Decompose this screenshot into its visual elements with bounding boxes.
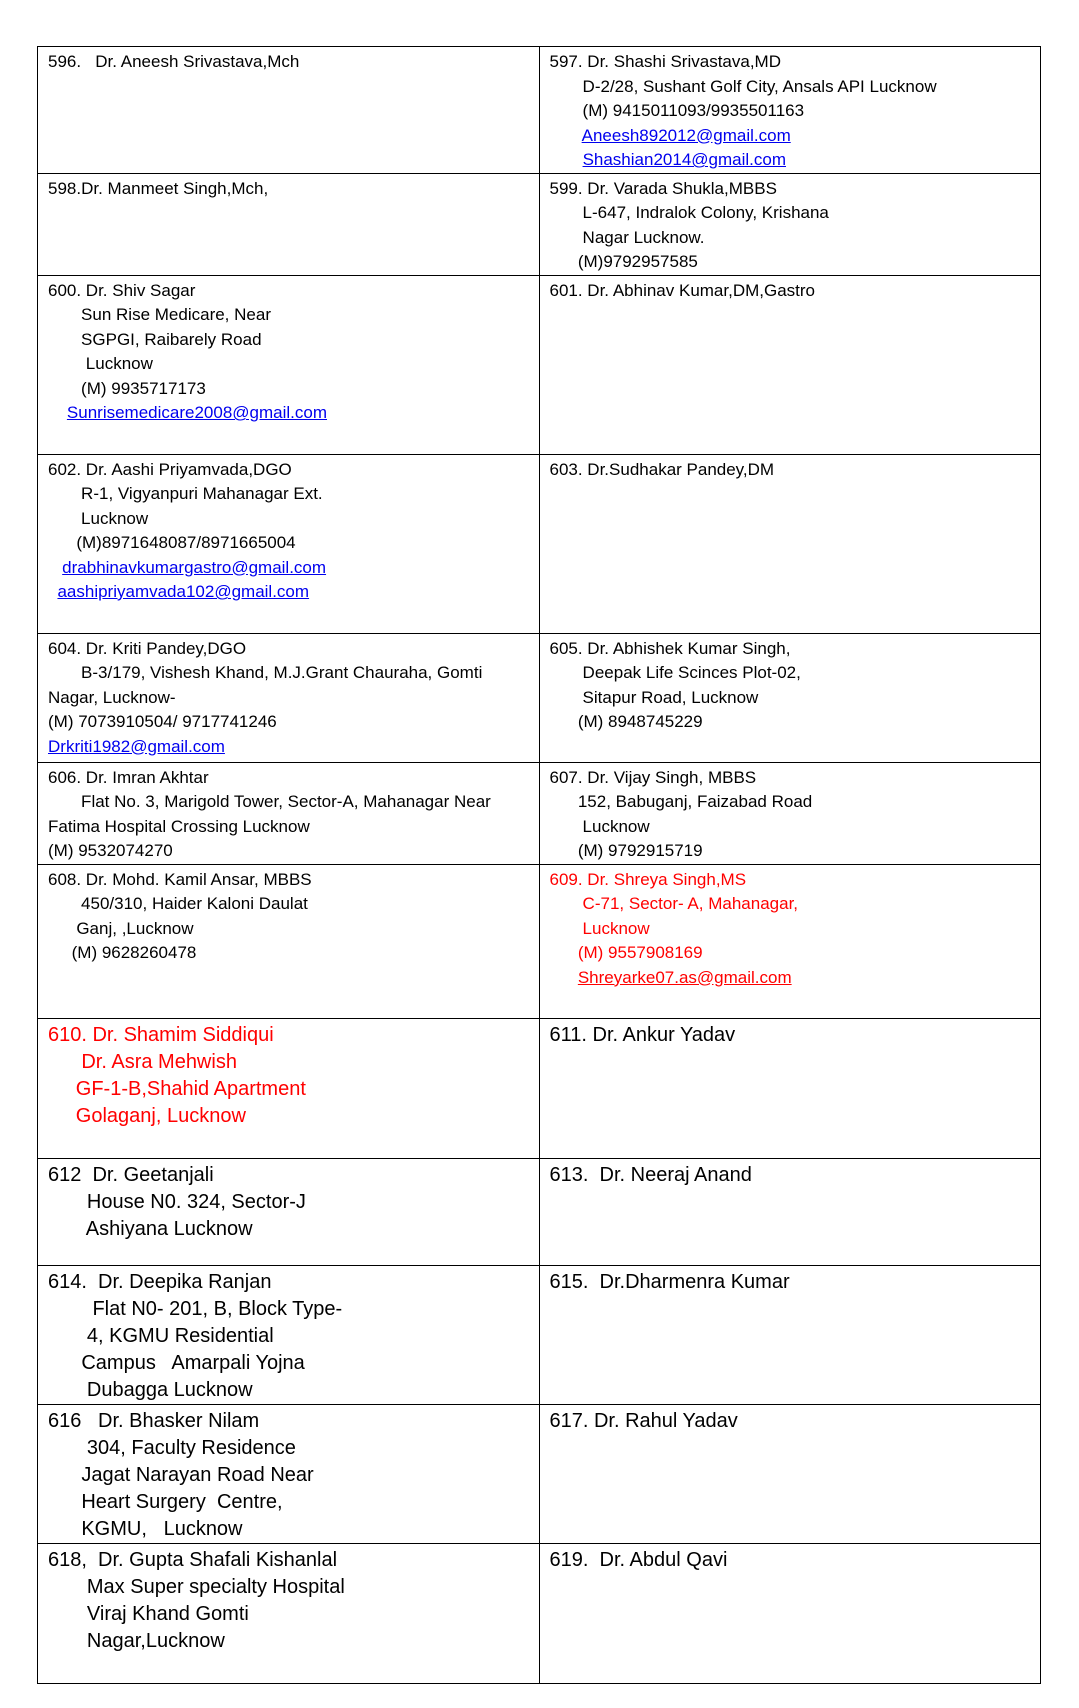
doctor-entry-cell: [38, 1265, 540, 1404]
entry-text: (M) 7073910504/ 9717741246: [48, 712, 277, 731]
entry-line: [48, 50, 529, 75]
entry-line: [550, 917, 1031, 942]
entry-line: [48, 941, 529, 966]
doctor-entry-cell: [539, 1018, 1041, 1158]
entry-text: (M) 9935717173: [48, 378, 206, 398]
entry-line: [48, 815, 529, 840]
entry-line: [48, 279, 529, 304]
entry-line: [48, 766, 529, 791]
doctor-entry-cell: [539, 633, 1041, 762]
entry-text: Nagar,Lucknow: [48, 1629, 225, 1652]
entry-text: 304, Faculty Residence: [48, 1436, 296, 1459]
entry-text: 611. Dr. Ankur Yadav: [549, 1023, 736, 1046]
doctor-entry-cell: [539, 1404, 1041, 1543]
entry-text: Campus Amarpali Yojna: [48, 1351, 305, 1374]
directory-row: [38, 1265, 1041, 1404]
directory-row: [38, 1158, 1041, 1265]
entry-line: [48, 1350, 529, 1377]
entry-text: Golaganj, Lucknow: [48, 1104, 246, 1127]
doctor-entry-cell: [38, 47, 540, 174]
entry-line: [550, 941, 1031, 966]
entry-line: [550, 1269, 1031, 1296]
entry-line: [550, 226, 1031, 251]
entry-line: [48, 917, 529, 942]
entry-line: [48, 1162, 529, 1189]
entry-line: [550, 815, 1031, 840]
email-link[interactable]: Sunrisemedicare2008@gmail.com: [66, 403, 328, 422]
entry-text: R-1, Vigyanpuri Mahanagar Ext.: [48, 484, 323, 503]
entry-text: 597. Dr. Shashi Srivastava,MD: [549, 52, 781, 71]
entry-text: Nagar, Lucknow-: [48, 687, 176, 707]
entry-text: 616 Dr. Bhasker Nilam: [48, 1409, 260, 1432]
entry-text: L-647, Indralok Colony, Krishana: [549, 203, 829, 222]
entry-line: [550, 201, 1031, 226]
entry-line: [48, 1462, 529, 1489]
entry-text: Ganj, ,Lucknow: [48, 918, 194, 938]
entry-text: [550, 968, 578, 987]
email-line: [48, 735, 529, 760]
entry-line: [550, 1408, 1031, 1435]
entry-line: [550, 766, 1031, 791]
entry-line: [48, 1216, 529, 1243]
entry-text: GF-1-B,Shahid Apartment: [48, 1077, 306, 1100]
entry-text: Jagat Narayan Road Near: [48, 1463, 314, 1486]
doctor-entry-cell: [38, 173, 540, 275]
entry-text: 610. Dr. Shamim Siddiqui: [48, 1023, 274, 1046]
entry-line: [48, 1601, 529, 1628]
entry-text: 450/310, Haider Kaloni Daulat: [48, 894, 308, 913]
entry-text: C-71, Sector- A, Mahanagar,: [549, 894, 799, 913]
entry-line: [48, 637, 529, 662]
directory-row: [38, 633, 1041, 762]
entry-line: [48, 868, 529, 893]
entry-text: 601. Dr. Abhinav Kumar,DM,Gastro: [549, 280, 816, 300]
directory-row: [38, 762, 1041, 864]
entry-line: [48, 686, 529, 711]
email-line: [550, 966, 1031, 991]
doctor-entry-cell: [539, 762, 1041, 864]
entry-text: 600. Dr. Shiv Sagar: [48, 280, 196, 300]
entry-text: Flat N0- 201, B, Block Type-: [48, 1297, 343, 1320]
entry-line: [48, 352, 529, 377]
doctor-entry-cell: [38, 762, 540, 864]
entry-line: [48, 1269, 529, 1296]
entry-text: Lucknow: [48, 354, 153, 373]
entry-line: [48, 1547, 529, 1574]
entry-line: [48, 507, 529, 532]
directory-row: [38, 275, 1041, 454]
entry-text: Lucknow: [549, 918, 650, 938]
entry-line: [550, 868, 1031, 893]
doctor-entry-cell: [539, 864, 1041, 1018]
entry-line: [550, 458, 1031, 483]
doctor-entry-cell: [38, 454, 540, 633]
doctor-entry-cell: [38, 1158, 540, 1265]
email-link[interactable]: Drkriti1982@gmail.com: [48, 736, 225, 756]
entry-line: [48, 1574, 529, 1601]
entry-line: [550, 99, 1031, 124]
doctor-entry-cell: [539, 275, 1041, 454]
entry-text: SGPGI, Raibarely Road: [48, 329, 262, 349]
entry-line: [550, 790, 1031, 815]
entry-text: 603. Dr.Sudhakar Pandey,DM: [549, 459, 775, 479]
entry-line: [550, 1022, 1031, 1049]
entry-text: (M)8971648087/8971665004: [48, 533, 296, 552]
doctor-entry-cell: [539, 47, 1041, 174]
entry-line: [48, 661, 529, 686]
entry-text: (M)9792957585: [549, 252, 698, 271]
entry-text: D-2/28, Sushant Golf City, Ansals API Lucknow: [549, 76, 937, 96]
doctor-directory-table: [37, 46, 1041, 1684]
entry-line: [48, 377, 529, 402]
entry-line: [550, 279, 1031, 304]
email-line: [550, 148, 1031, 173]
doctor-entry-cell: [539, 1265, 1041, 1404]
entry-line: [48, 531, 529, 556]
entry-text: 608. Dr. Mohd. Kamil Ansar, MBBS: [48, 869, 312, 889]
entry-line: [48, 1103, 529, 1130]
entry-line: [550, 177, 1031, 202]
entry-text: (M) 8948745229: [549, 712, 703, 731]
entry-text: (M) 9628260478: [48, 943, 197, 962]
entry-text: 612 Dr. Geetanjali: [48, 1163, 214, 1186]
email-link[interactable]: aashipriyamvada102@gmail.com: [57, 582, 310, 601]
entry-text: (M) 9532074270: [48, 841, 173, 860]
doctor-entry-cell: [38, 633, 540, 762]
doctor-entry-cell: [38, 275, 540, 454]
entry-line: [48, 1377, 529, 1404]
entry-line: [48, 710, 529, 735]
entry-text: [48, 403, 67, 422]
email-link[interactable]: Shreyarke07.as@gmail.com: [577, 967, 792, 987]
entry-line: [48, 1408, 529, 1435]
entry-text: Deepak Life Scinces Plot-02,: [549, 663, 801, 682]
entry-line: [550, 892, 1031, 917]
entry-line: [48, 328, 529, 353]
entry-text: (M) 9792915719: [549, 841, 703, 860]
entry-text: Viraj Khand Gomti: [48, 1602, 249, 1625]
email-line: [48, 401, 529, 426]
entry-text: 614. Dr. Deepika Ranjan: [48, 1270, 272, 1293]
entry-text: KGMU, Lucknow: [48, 1517, 243, 1540]
directory-row: [38, 1018, 1041, 1158]
entry-line: [550, 250, 1031, 275]
entry-text: 615. Dr.Dharmenra Kumar: [549, 1270, 790, 1293]
directory-row: [38, 173, 1041, 275]
directory-row: [38, 864, 1041, 1018]
doctor-entry-cell: [539, 1158, 1041, 1265]
doctor-entry-cell: [539, 454, 1041, 633]
entry-text: 602. Dr. Aashi Priyamvada,DGO: [48, 459, 292, 479]
entry-text: 604. Dr. Kriti Pandey,DGO: [48, 638, 247, 658]
entry-line: [48, 177, 529, 202]
entry-text: Lucknow: [549, 816, 650, 836]
entry-line: [48, 1076, 529, 1103]
entry-line: [48, 1435, 529, 1462]
entry-text: Nagar Lucknow.: [549, 227, 705, 247]
entry-text: House N0. 324, Sector-J: [48, 1190, 306, 1213]
entry-line: [48, 458, 529, 483]
entry-text: Fatima Hospital Crossing Lucknow: [48, 816, 310, 836]
entry-text: 596. Dr. Aneesh Srivastava,Mch: [48, 52, 300, 71]
entry-line: [48, 1628, 529, 1655]
entry-line: [550, 75, 1031, 100]
entry-text: Sitapur Road, Lucknow: [549, 687, 759, 707]
entry-text: 607. Dr. Vijay Singh, MBBS: [549, 767, 757, 787]
directory-row: [38, 454, 1041, 633]
email-link[interactable]: Aneesh892012@gmail.com: [581, 125, 791, 145]
entry-line: [550, 661, 1031, 686]
entry-text: B-3/179, Vishesh Khand, M.J.Grant Chauraha, Gomti: [48, 663, 483, 682]
doctor-entry-cell: [539, 1543, 1041, 1683]
entry-line: [48, 1022, 529, 1049]
entry-text: 617. Dr. Rahul Yadav: [549, 1409, 738, 1432]
entry-line: [550, 1162, 1031, 1189]
entry-text: Flat No. 3, Marigold Tower, Sector-A, Mahanagar Near: [48, 792, 491, 811]
entry-text: Ashiyana Lucknow: [48, 1217, 253, 1240]
entry-line: [48, 790, 529, 815]
entry-text: [48, 558, 62, 577]
email-link[interactable]: drabhinavkumargastro@gmail.com: [62, 557, 327, 577]
doctor-entry-cell: [38, 1404, 540, 1543]
entry-text: Dubagga Lucknow: [48, 1378, 253, 1401]
entry-line: [48, 1049, 529, 1076]
entry-line: [48, 839, 529, 864]
entry-text: (M) 9557908169: [549, 943, 703, 962]
entry-line: [550, 637, 1031, 662]
entry-text: Lucknow: [48, 508, 149, 528]
entry-text: 613. Dr. Neeraj Anand: [549, 1163, 752, 1186]
directory-row: [38, 1404, 1041, 1543]
entry-text: 609. Dr. Shreya Singh,MS: [549, 869, 747, 889]
email-line: [48, 580, 529, 605]
entry-line: [550, 839, 1031, 864]
entry-text: 599. Dr. Varada Shukla,MBBS: [549, 178, 777, 198]
entry-text: [550, 150, 583, 169]
entry-line: [550, 686, 1031, 711]
entry-text: 152, Babuganj, Faizabad Road: [549, 792, 813, 811]
entry-line: [550, 50, 1031, 75]
entry-text: [550, 126, 582, 145]
doctor-entry-cell: [38, 1543, 540, 1683]
entry-text: Sun Rise Medicare, Near: [48, 305, 271, 324]
entry-text: (M) 9415011093/9935501163: [549, 101, 805, 120]
entry-line: [48, 1189, 529, 1216]
entry-text: 606. Dr. Imran Akhtar: [48, 767, 209, 787]
entry-text: Heart Surgery Centre,: [48, 1490, 283, 1513]
email-link[interactable]: Shashian2014@gmail.com: [582, 150, 786, 169]
entry-line: [48, 1296, 529, 1323]
entry-text: 598.Dr. Manmeet Singh,Mch,: [48, 178, 269, 198]
entry-text: Max Super specialty Hospital: [48, 1575, 345, 1598]
entry-line: [48, 1489, 529, 1516]
directory-row: [38, 1543, 1041, 1683]
email-line: [48, 556, 529, 581]
doctor-entry-cell: [38, 864, 540, 1018]
entry-text: 618, Dr. Gupta Shafali Kishanlal: [48, 1548, 338, 1571]
doctor-entry-cell: [38, 1018, 540, 1158]
email-line: [550, 124, 1031, 149]
directory-row: [38, 47, 1041, 174]
entry-text: 619. Dr. Abdul Qavi: [549, 1548, 728, 1571]
entry-line: [48, 482, 529, 507]
entry-line: [48, 892, 529, 917]
entry-line: [550, 1547, 1031, 1574]
entry-text: Dr. Asra Mehwish: [48, 1050, 237, 1073]
entry-line: [48, 1516, 529, 1543]
entry-text: 4, KGMU Residential: [48, 1324, 274, 1347]
entry-line: [48, 1323, 529, 1350]
entry-line: [550, 710, 1031, 735]
entry-line: [48, 303, 529, 328]
doctor-entry-cell: [539, 173, 1041, 275]
entry-text: 605. Dr. Abhishek Kumar Singh,: [549, 638, 791, 658]
